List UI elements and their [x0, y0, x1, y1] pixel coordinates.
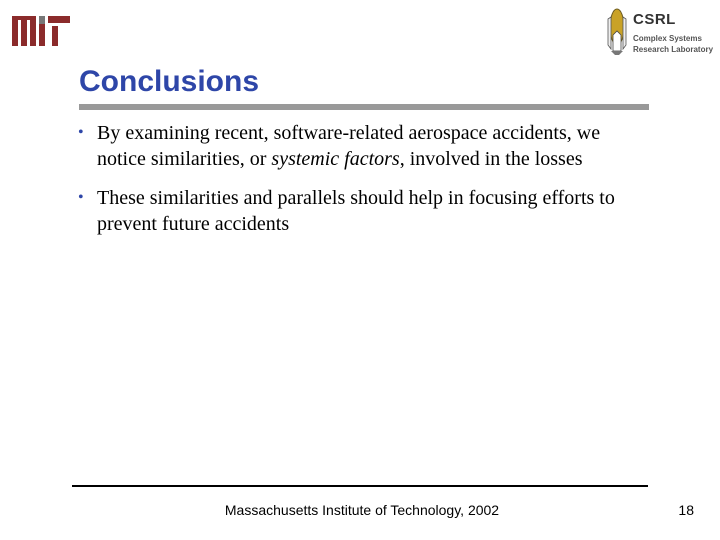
- bullet-dot-icon: •: [78, 189, 84, 206]
- slide-title: Conclusions: [79, 65, 260, 98]
- footer-institution: Massachusetts Institute of Technology, 2002: [224, 502, 500, 518]
- csrl-subtitle-line2: Research Laboratory: [633, 45, 714, 54]
- bullet-text-start: By examining recent, software-related aerospace accidents, we notice similarities, or: [97, 122, 601, 170]
- csrl-logo: [604, 5, 716, 55]
- bullet-item: [78, 185, 618, 237]
- bullet-text: [97, 122, 600, 170]
- bullet-list: [78, 120, 618, 250]
- csrl-title: CSRL: [633, 11, 676, 28]
- csrl-subtitle-line1: Complex Systems: [633, 34, 702, 43]
- footer-divider: [72, 485, 648, 487]
- bullet-text-end: , involved in the losses: [399, 148, 583, 170]
- mit-logo: [12, 16, 70, 46]
- title-underline: [79, 104, 649, 110]
- shuttle-icon: [604, 5, 630, 55]
- bullet-emphasis: systemic factors: [271, 148, 400, 170]
- bullet-text: These similarities and parallels should help in focusing efforts to prevent future accidents: [97, 187, 615, 235]
- bullet-dot-icon: •: [78, 124, 84, 141]
- bullet-item: [78, 120, 618, 172]
- page-number: 18: [678, 502, 694, 518]
